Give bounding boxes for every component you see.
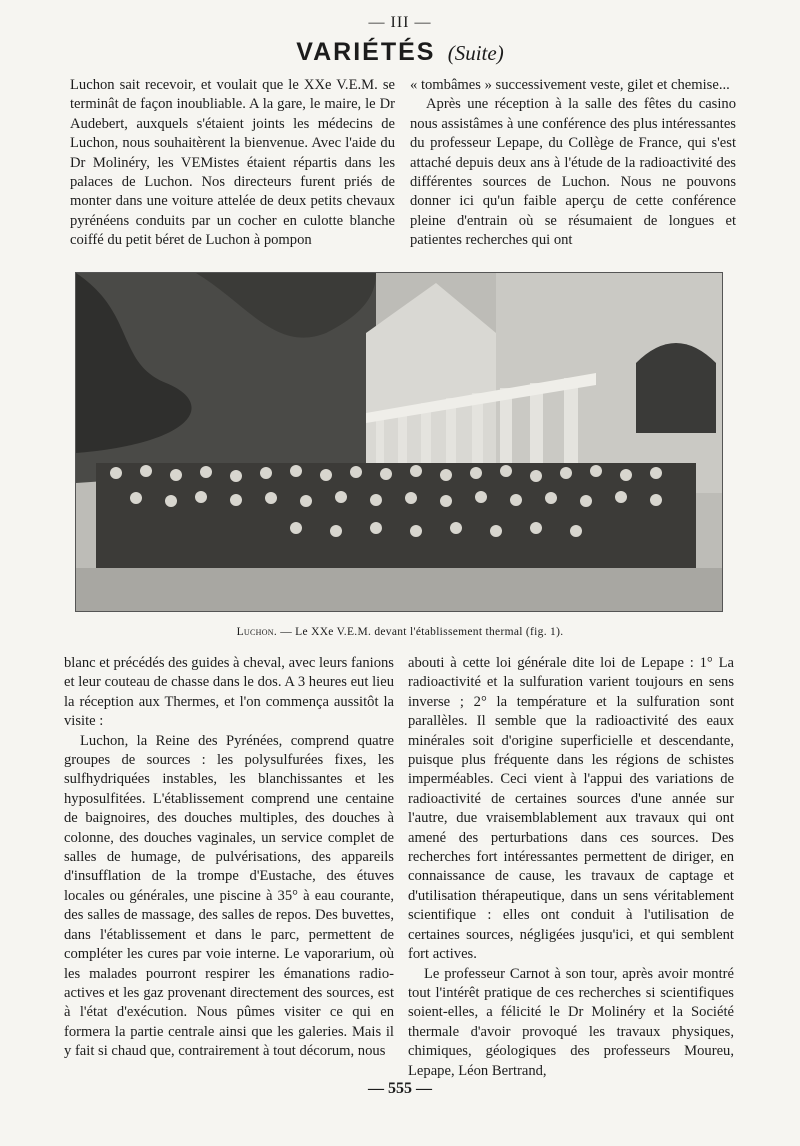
page-heading [0, 38, 800, 67]
column-bottom-left [64, 654, 394, 1062]
photo-illustration [76, 273, 722, 611]
column-top-right [410, 76, 736, 251]
paragraph: Luchon, la Reine des Pyrénées, comprend quatre groupes de sources : les polysulfurées fixes, les sulfhydriquées instables, les blanchissantes et les hyposulfitées. L'établissement comprend une centaine de baignoires, des douches multiples, des douches à colonne, des douches vaginales, un service complet de salles de humage, de pulvérisations, des appareils d'insufflation de la trompe d'Eustache, des étuves locales ou générales, une piscine à 35° à eau courante, des salles de massage, des salles de repos. Des buvettes, dans l'établissement et dans le parc, permettent de compléter les cures par voie interne. Le vaporarium, où les malades pourront respirer les émanations radio-actives et les gaz provenant directement des sources, est à l'état d'exécution. Nous pûmes visiter ce qui en formera la partie centrale ainsi que les galeries. Mais il y fait si chaud que, contrairement à tout décorum, nous [64, 732, 394, 1060]
section-number: — III — [368, 14, 432, 31]
paragraph: Luchon sait recevoir, et voulait que le XXe V.E.M. se terminât de façon inoubliable. A la gare, le maire, le Dr Audebert, auxquels s'étaient joints les médecins de Luchon, nous souhaitèrent la bienvenue. Avec l'aide du Dr Molinéry, les VEMistes étaient répartis dans les palaces de Luchon. Nos directeurs furent priés de monter dans une voiture attelée de deux petits chevaux pyrénéens conduits par un cocher en culotte blanche coiffé du petit béret de Luchon à pompon [70, 77, 395, 249]
caption-place: Luchon. [236, 626, 278, 638]
group-photograph [75, 272, 723, 612]
paragraph: abouti à cette loi générale dite loi de Lepape : 1° La radioactivité et la sulfuration varient toujours en sens inverse ; 2° la température et la sulfuration sont parallèles. Il semble que la radioactivité des eaux minérales soit d'origine superficielle et descendante, puisque plus fréquente dans les régions de schistes imperméables. Ceci vient à l'appui des variations de radioactivité de certaines sources d'une année sur l'autre, due vraisemblablement aux travaux qui ont amené des perturbations dans ces sources. Des recherches fort intéressantes permettent de diriger, en connaissance de cause, les travaux de captage et d'utilisation thérapeutique, dans un sens véritablement scientifique : elles ont conduit à l'utilisation de certaines sources, négligées jusqu'ici, et qui semblent fort actives. [408, 655, 734, 963]
caption-text: — Le XXe V.E.M. devant l'établissement thermal (fig. 1). [277, 626, 564, 638]
paragraph: Le professeur Carnot à son tour, après avoir montré tout l'intérêt pratique de ces recherches si scientifiques soient-elles, a félicité le Dr Molinéry et la Société thermale d'avoir provoqué les travaux physiques, chimiques, géologiques des professeurs Moureu, Lepape, Léon Bertrand, [408, 965, 734, 1079]
heading-title: VARIÉTÉS [296, 38, 436, 66]
column-bottom-right [408, 654, 734, 1081]
heading-suffix: (Suite) [447, 41, 504, 65]
figure-caption [0, 626, 800, 638]
paragraph: blanc et précédés des guides à cheval, avec leurs fanions et leur couteau de chasse dans le dos. A 3 heures eut lieu la réception aux Thermes, et l'on commença aussitôt la visite : [64, 655, 394, 730]
paragraph: Après une réception à la salle des fêtes du casino nous assistâmes à une conférence des plus intéressantes du professeur Lepape, du Collège de France, qui s'est attaché depuis deux ans à l'étude de la radioactivité des différentes sources de Luchon. Nous ne pouvons donner ici qu'un faible aperçu de cette conférence pleine d'entrain où se résumaient de longues et patientes recherches qui ont [410, 96, 736, 249]
paragraph: « tombâmes » successivement veste, gilet et chemise... [410, 77, 730, 93]
column-top-left [70, 76, 395, 251]
page-number: — 555 — [368, 1080, 432, 1097]
